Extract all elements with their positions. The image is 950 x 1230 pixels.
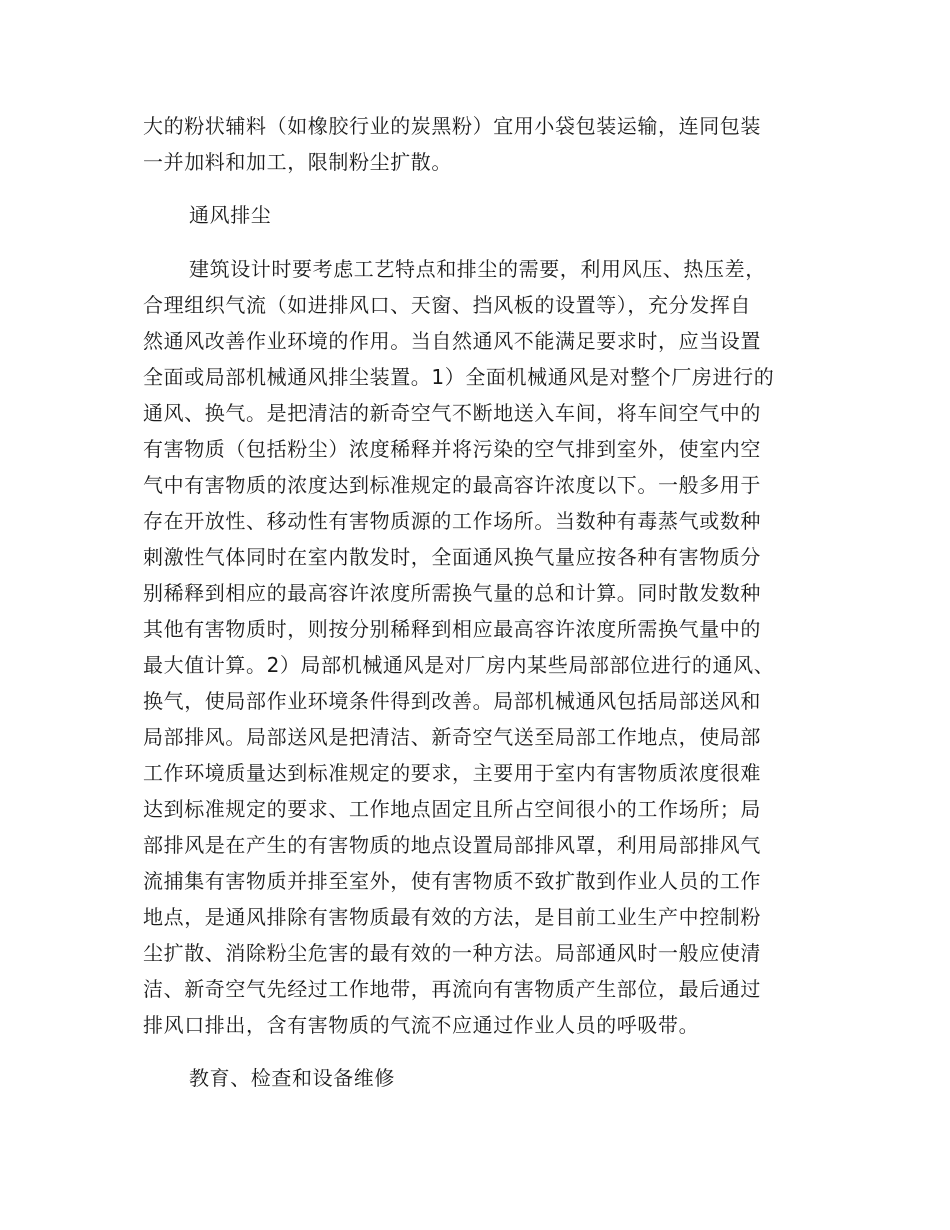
body-line: 地点，是通风排除有害物质最有效的方法，是目前工业生产中控制粉 <box>143 905 761 929</box>
intro-line: 大的粉状辅料（如橡胶行业的炭黑粉）宜用小袋包装运输，连同包装 <box>143 114 761 138</box>
body-line: 工作环境质量达到标准规定的要求，主要用于室内有害物质浓度很难 <box>143 761 761 785</box>
body-line: 然通风改善作业环境的作用。当自然通风不能满足要求时，应当设置 <box>143 329 761 353</box>
body-line: 有害物质（包括粉尘）浓度稀释并将污染的空气排到室外，使室内空 <box>143 437 761 461</box>
body-line: 别稀释到相应的最高容许浓度所需换气量的总和计算。同时散发数种 <box>143 581 761 605</box>
body-line: 换气，使局部作业环境条件得到改善。局部机械通风包括局部送风和 <box>143 689 761 713</box>
intro-line: 一并加料和加工，限制粉尘扩散。 <box>143 150 452 174</box>
body-line: 排风口排出，含有害物质的气流不应通过作业人员的呼吸带。 <box>143 1013 700 1037</box>
body-line: 尘扩散、消除粉尘危害的最有效的一种方法。局部通风时一般应使清 <box>143 941 761 965</box>
body-line: 达到标准规定的要求、工作地点固定且所占空间很小的工作场所；局 <box>143 797 761 821</box>
body-line: 通风、换气。是把清洁的新奇空气不断地送入车间，将车间空气中的 <box>143 401 761 425</box>
body-line: 存在开放性、移动性有害物质源的工作场所。当数种有毒蒸气或数种 <box>143 509 761 533</box>
body-line: 合理组织气流（如进排风口、天窗、挡风板的设置等），充分发挥自 <box>143 293 751 317</box>
body-line: 建筑设计时要考虑工艺特点和排尘的需要，利用风压、热压差， <box>189 257 766 281</box>
body-line: 流捕集有害物质并排至室外，使有害物质不致扩散到作业人员的工作 <box>143 869 761 893</box>
body-line: 其他有害物质时，则按分别稀释到相应最高容许浓度所需换气量中的 <box>143 617 761 641</box>
body-line: 刺激性气体同时在室内散发时，全面通风换气量应按各种有害物质分 <box>143 545 761 569</box>
body-line: 洁、新奇空气先经过工作地带，再流向有害物质产生部位，最后通过 <box>143 977 761 1001</box>
body-line: 部排风是在产生的有害物质的地点设置局部排风罩，利用局部排风气 <box>143 833 761 857</box>
body-line: 气中有害物质的浓度达到标准规定的最高容许浓度以下。一般多用于 <box>143 473 761 497</box>
section-heading-education: 教育、检查和设备维修 <box>189 1066 395 1090</box>
body-line: 全面或局部机械通风排尘装置。1）全面机械通风是对整个厂房进行的 <box>143 365 775 389</box>
section-heading-ventilation: 通风排尘 <box>189 203 272 227</box>
body-line: 最大值计算。2）局部机械通风是对厂房内某些局部部位进行的通风、 <box>143 653 775 677</box>
body-line: 局部排风。局部送风是把清洁、新奇空气送至局部工作地点，使局部 <box>143 725 761 749</box>
